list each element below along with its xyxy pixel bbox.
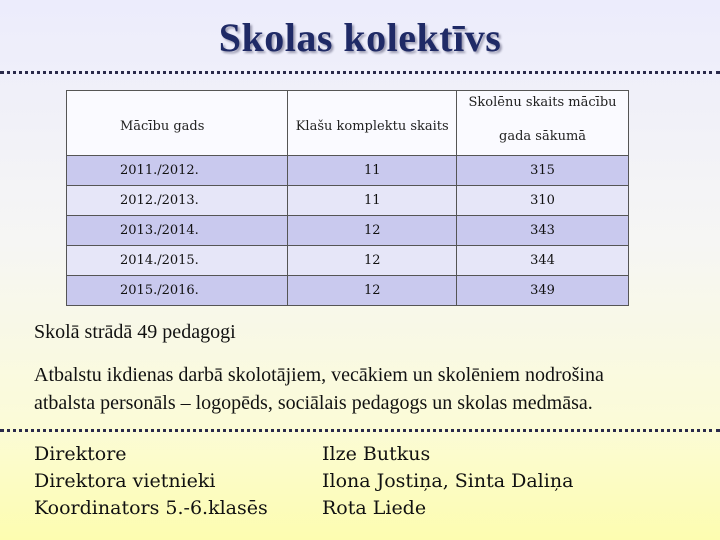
staff-role: Direktora vietnieki [34, 469, 216, 492]
cell-class-sets: 12 [288, 276, 457, 306]
staff-name: Ilona Jostiņa, Sinta Daliņa [322, 469, 574, 492]
cell-class-sets: 11 [288, 156, 457, 186]
header-student-count-line1: Skolēnu skaits mācību [468, 95, 617, 110]
header-class-sets: Klašu komplektu skaits [288, 91, 457, 156]
staff-role: Koordinators 5.-6.klasēs [34, 496, 268, 519]
staff-row [34, 494, 573, 521]
cell-year: 2015./2016. [67, 276, 288, 306]
cell-students: 343 [457, 216, 629, 246]
staff-row [34, 440, 573, 467]
page-title: Skolas kolektīvs [218, 15, 502, 60]
cell-class-sets: 12 [288, 216, 457, 246]
cell-students: 349 [457, 276, 629, 306]
cell-students: 315 [457, 156, 629, 186]
cell-students: 310 [457, 186, 629, 216]
school-stats-table [66, 90, 629, 306]
cell-year: 2012./2013. [67, 186, 288, 216]
staff-list [34, 440, 573, 521]
table-row [67, 246, 629, 276]
table-row [67, 276, 629, 306]
table-row [67, 156, 629, 186]
header-student-count-line2: gada sākumā [499, 129, 587, 144]
staff-name: Ilze Butkus [322, 442, 431, 465]
cell-year: 2013./2014. [67, 216, 288, 246]
top-divider [0, 71, 720, 74]
cell-students: 344 [457, 246, 629, 276]
cell-year: 2014./2015. [67, 246, 288, 276]
cell-class-sets: 12 [288, 246, 457, 276]
support-text-line2: atbalsta personāls – logopēds, sociālais pedagogs un skolas medmāsa. [34, 392, 593, 414]
header-student-count [457, 91, 629, 156]
bottom-divider [0, 429, 720, 432]
staff-role: Direktore [34, 442, 127, 465]
staff-row [34, 467, 573, 494]
staff-name: Rota Liede [322, 496, 427, 519]
teachers-count-text: Skolā strādā 49 pedagogi [34, 321, 236, 343]
table-row [67, 186, 629, 216]
table-row [67, 216, 629, 246]
support-text-line1: Atbalstu ikdienas darbā skolotājiem, vecākiem un skolēniem nodrošina [34, 364, 604, 386]
cell-year: 2011./2012. [67, 156, 288, 186]
cell-class-sets: 11 [288, 186, 457, 216]
header-academic-year: Mācību gads [67, 91, 288, 156]
table-header-row [67, 91, 629, 156]
